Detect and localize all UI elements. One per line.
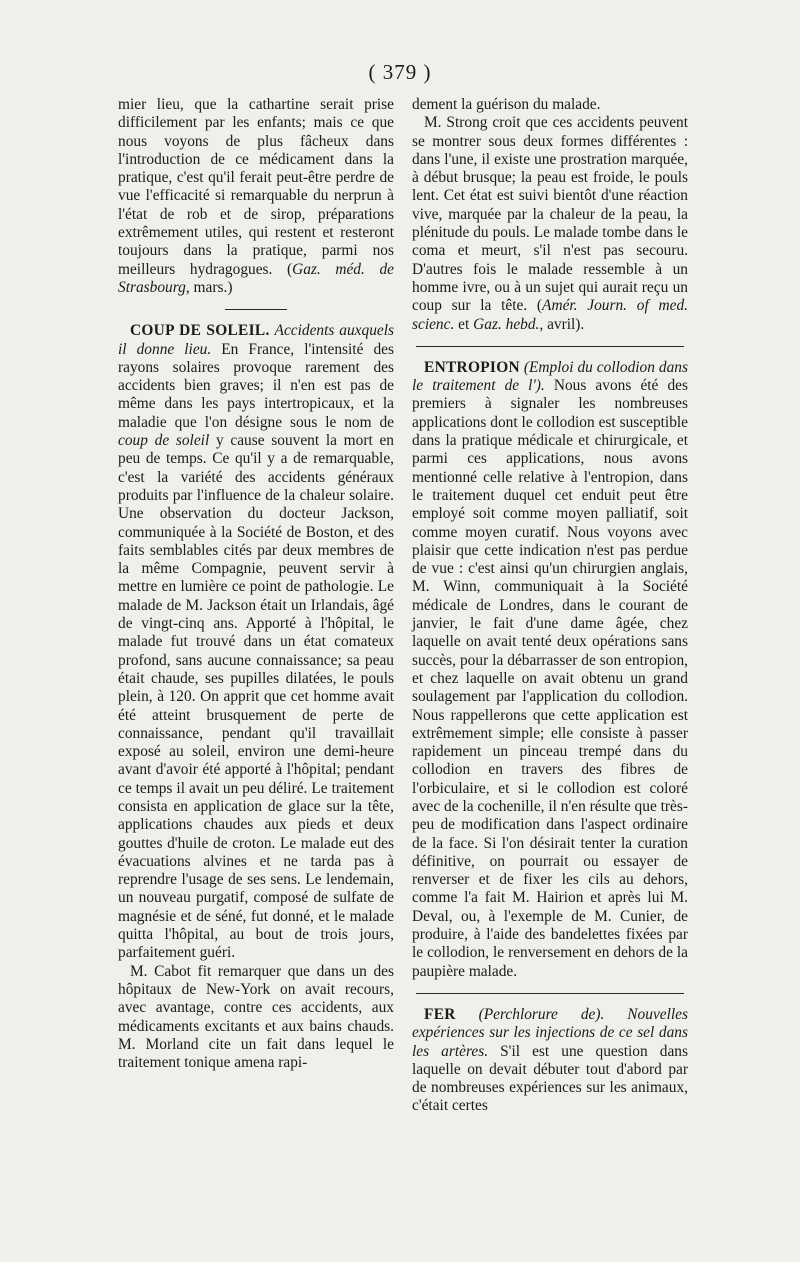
section-divider	[225, 309, 287, 310]
article-heading: ENTROPION	[424, 358, 520, 376]
right-column	[412, 96, 688, 1116]
paragraph-cathartine	[118, 96, 394, 297]
article-text: En France, l'intensité des rayons solaires provoque rarement des accidents bien graves; il n'en est pas de même dans les pays intertropicaux, et la maladie que l'on désigne sous le nom de	[118, 340, 394, 431]
article-entropion	[412, 359, 688, 981]
italic-term: coup de soleil	[118, 432, 210, 450]
paragraph-continuation: dement la guérison du malade.	[412, 96, 601, 113]
article-text: Nous avons été des premiers à signaler les nombreuses applications dont le collodion est susceptible dans la pratique médicale et chirurgicale, et parmi ces applications, nous avons mentionné celle relative à l'entropion, dans le traitement duquel cet enduit peut être employé soit comme moyen palliatif, soit comme moyen curatif. Nous voyons avec plaisir que cette indication n'est pas perdue de vue : c'est ainsi qu'un chirurgien anglais, M. Winn, communiquait à la Société médicale de Londres, dans le courant de janvier, le fait d'une dame âgée, chez laquelle on avait tenté deux opérations sans succès, pour la débarrasser de son entropion, et chez laquelle on avait obtenu un grand soulagement par l'application du collodion. Nous rappellerons que cette application est extrêmement simple; elle consiste à passer rapidement un pinceau trempé dans du collodion en travers des fibres de l'orbiculaire, et si le collodion est coloré avec de la cochenille, il n'en résulte que très-peu de modification dans l'aspect ordinaire de la face. Si l'on désirait tenter la curation définitive, on pourrait ou essayer de renverser et de fixer les cils au dehors, comme l'a fait M. Hairion et après lui M. Deval, ou, à l'exemple de M. Cunier, de produire, à l'aide des bandelettes fixées par le collodion, le renversement en dehors de la paupière malade.	[412, 377, 688, 980]
article-subheading: Accidents auxquels il donne lieu.	[118, 322, 394, 358]
source-citation: Amér. Journ. of med. scienc.	[412, 297, 688, 333]
section-divider	[416, 346, 684, 347]
citation-end: , mars.)	[185, 278, 233, 296]
left-column	[118, 96, 394, 1072]
article-coup-de-soleil	[118, 322, 394, 962]
article-text: S'il est une question dans laquelle on devait débuter tout d'abord par de nombreuses expériences sur les animaux, c'était certes	[412, 1042, 688, 1115]
article-subheading: (Emploi du collodion dans le traitement de l').	[412, 358, 688, 395]
article-heading-paren: (Perchlorure de).	[478, 1005, 605, 1023]
source-citation: Gaz. méd. de Strasbourg	[118, 260, 394, 296]
article-heading: FER	[424, 1005, 456, 1023]
citation-end: , avril).	[539, 315, 585, 333]
paragraph-text: M. Strong croit que ces accidents peuvent se montrer sous deux formes différentes : dans l'une, il existe une prostration marquée, à début brusque; la peau est froide, le pouls lent. Cet état est suivi bientôt d'une réaction vive, marquée par la chaleur de la peau, la plénitude du pouls. Le malade tombe dans le coma et meurt, s'il n'est pas secouru. D'autres fois le malade ressemble à un homme ivre, ou à un sujet qui aurait reçu un coup sur la tête. (	[412, 114, 688, 315]
article-subheading: Nouvelles expériences sur les injections de ce sel dans les artères.	[412, 1005, 688, 1060]
source-citation: Gaz. hebd.	[473, 315, 540, 333]
paragraph-strong	[412, 114, 688, 334]
article-fer	[412, 1006, 688, 1116]
article-heading: COUP DE SOLEIL.	[130, 322, 270, 340]
paragraph-text: mier lieu, que la cathartine serait prise difficilement par les enfants; mais ce que nous voyons de plus fâcheux dans l'introduction de ce médicament dans la pratique, c'est qu'il ferait peut-être perdre de vue l'efficacité si remarquable du nerprun à l'état de rob et de sirop, préparations extrêmement utiles, qui restent et resteront toujours dans la pratique, parmi nos meilleurs hydragogues. (	[118, 96, 394, 278]
paragraph-cabot: M. Cabot fit remarquer que dans un des hôpitaux de New-York on avait recours, avec avantage, contre ces accidents, aux médicaments excitants et aux bains chauds. M. Morland cite un fait dans lequel le traitement tonique amena rapi-	[118, 962, 394, 1072]
citation-conjunction: et	[458, 315, 470, 333]
article-text: y cause souvent la mort en peu de temps. Ce qu'il y a de remarquable, c'est la variété des accidents généraux produits par l'influence de la chaleur solaire. Une observation du docteur Jackson, communiquée à la Société de Boston, et des faits semblables cités par deux membres de la même Compagnie, peuvent servir à mettre en lumière ce point de pathologie. Le malade de M. Jackson était un Irlandais, âgé de vingt-cinq ans. Apporté à l'hôpital, le malade fut trouvé dans un état comateux profond, sans aucune connaissance; sa peau était chaude, ses pupilles dilatées, le pouls plein, à 120. On apprit que cet homme avait été atteint brusquement de perte de connaissance, pendant qu'il travaillait exposé au soleil, environ une demi-heure avant d'avoir été apporté à l'hôpital; pendant ce temps il avait un peu déliré. Le traitement consista en application de glace sur la tête, applications chaudes aux pieds et deux gouttes d'huile de croton. Le malade eut des évacuations alvines et ne tarda pas à reprendre l'usage de ses sens. Le lendemain, un nouveau purgatif, composé de sulfate de magnésie et de séné, fut donné, et le malade quitta l'hôpital, au bout de trois jours, parfaitement guéri.	[118, 432, 394, 962]
section-divider	[416, 993, 684, 994]
page-number: ( 379 )	[368, 60, 432, 84]
